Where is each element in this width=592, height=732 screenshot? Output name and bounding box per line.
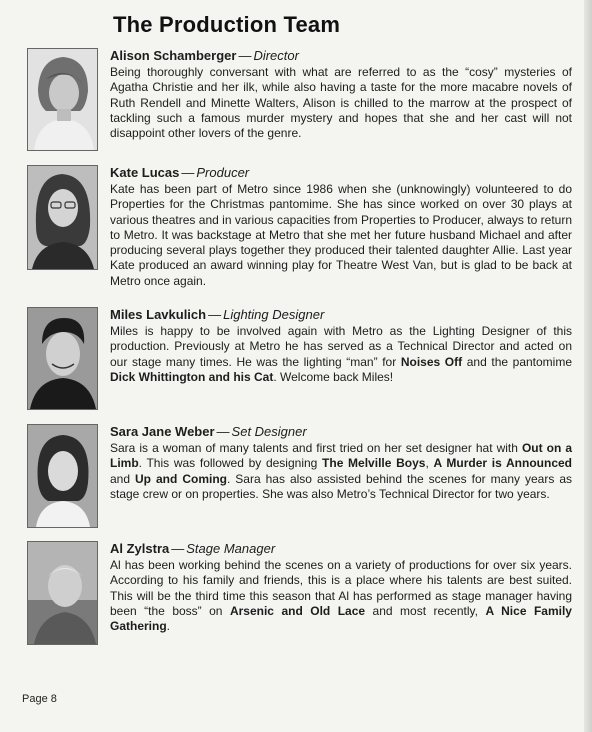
member-bio [110,48,572,141]
member-role: Director [253,48,299,63]
member-description [110,441,572,502]
member-name: Sara Jane Weber [110,424,215,439]
member-role: Set Designer [231,424,307,439]
production-title: Noises Off [400,354,463,369]
headshot-photo [27,307,98,410]
member-heading [110,541,572,557]
member-description [110,558,572,634]
page-title: The Production Team [113,12,341,37]
member-description [110,182,572,289]
bio-text: , [425,456,434,471]
member-heading [110,307,572,323]
bio-text: . [166,619,171,634]
production-title: Up and Coming [135,471,227,486]
bio-text: Sara is a woman of many talents and first tried on her set designer hat with [110,441,522,455]
member-name: Kate Lucas [110,165,180,180]
heading-separator: — [181,165,195,180]
member-role: Lighting Designer [223,307,325,322]
member-bio [110,424,572,502]
production-title: The Melville Boys [322,456,426,471]
bio-text: Being thoroughly conversant with what are referred to as the “cosy” mysteries of Agatha Christie and her ilk, while also having a taste for the more macabre novels of Ruth Rendell and Minette Walters, Alison is chilled to the marrow at the prospect of tackling such a famous murder mystery and hopes that she and her cast will not disappoint other lovers of the genre. [110,65,572,141]
production-title: Arsenic and Old Lace [229,603,366,618]
bio-text: Kate has been part of Metro since 1986 when she (unknowingly) volunteered to do Properties for the Christmas pantomime. She has since worked on over 30 plays at various theatres and in various capacities from Properties to Producer, always to return to Metro. It was backstage at Metro that she met her future husband Michael and after producing several plays together they produced their talented daughter Allie. Last year Kate produced an award winning play for Theatre West Van, but is glad to be back at Metro once again. [110,182,572,288]
member-description [110,324,572,385]
bio-text: . This was followed by designing [138,456,323,471]
production-title: A Murder is Announced [433,456,573,471]
production-title: Out on a Limb [110,441,572,471]
member-heading [110,48,572,64]
bio-text: and [110,471,136,486]
heading-separator: — [208,307,222,322]
member-bio [110,541,572,634]
member-name: Alison Schamberger [110,48,237,63]
member-bio [110,307,572,385]
headshot-photo [27,165,98,270]
page-number: Page 8 [22,693,57,705]
heading-separator: — [216,424,230,439]
page-edge [584,0,592,732]
production-title: A Nice Family Gathering [110,603,572,634]
headshot-photo [27,541,98,645]
member-heading [110,165,572,181]
bio-text: and most recently, [365,603,486,618]
member-heading [110,424,572,440]
member-name: Al Zylstra [110,541,170,556]
bio-text: . Sara has also assisted behind the scenes for many years as stage crew or on properties. She was also Metro’s Technical Director for two years. [110,471,572,501]
member-name: Miles Lavkulich [110,307,207,322]
bio-text: and the pantomime [462,354,573,369]
production-title: Dick Whittington and his Cat [110,369,274,384]
heading-separator: — [238,48,252,63]
member-bio [110,165,572,289]
bio-text: . Welcome back Miles! [273,369,394,384]
member-role: Stage Manager [186,541,276,556]
member-role: Producer [196,165,250,180]
bio-text: Al has been working behind the scenes on a variety of productions for over six years. According to his family and friends, this is a place where his talents are best suited. This will be the third time this season that Al has performed as stage manager having been “the boss” on [110,558,572,618]
bio-text: Miles is happy to be involved again with Metro as the Lighting Designer of this production. Previously at Metro he has served as a Technical Director and acted on our stage many times. He was the lighting “man” for [110,324,572,369]
headshot-photo [27,424,98,528]
heading-separator: — [171,541,185,556]
headshot-photo [27,48,98,151]
member-description [110,65,572,141]
